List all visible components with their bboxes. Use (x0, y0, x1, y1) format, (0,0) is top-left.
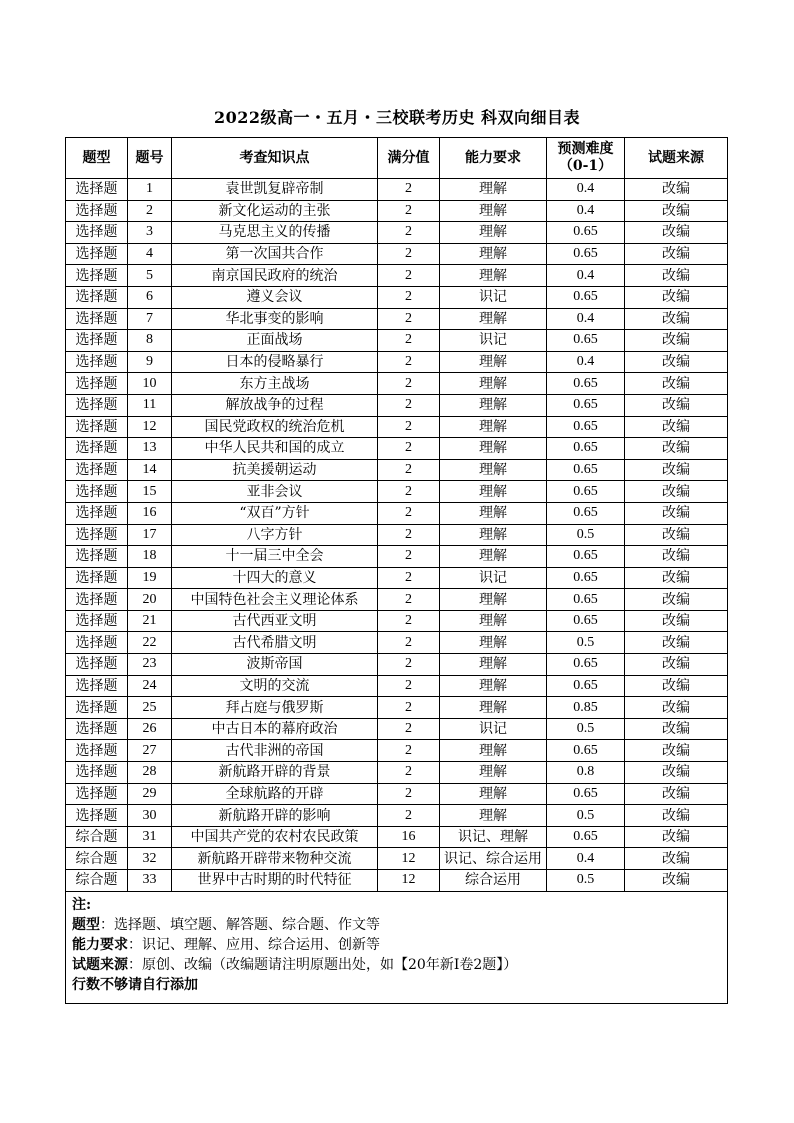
notes-cell (66, 891, 728, 1003)
cell-score: 2 (378, 783, 440, 805)
cell-type: 选择题 (66, 697, 128, 719)
cell-number: 22 (128, 632, 172, 654)
cell-type: 选择题 (66, 265, 128, 287)
cell-type: 选择题 (66, 718, 128, 740)
cell-type: 选择题 (66, 546, 128, 568)
cell-number: 31 (128, 826, 172, 848)
cell-ability: 理解 (440, 805, 547, 827)
table-row (66, 416, 728, 438)
cell-ability: 识记、综合运用 (440, 848, 547, 870)
table-row (66, 567, 728, 589)
table-row (66, 610, 728, 632)
cell-difficulty: 0.4 (547, 265, 625, 287)
cell-score: 2 (378, 308, 440, 330)
cell-score: 2 (378, 740, 440, 762)
cell-difficulty: 0.85 (547, 697, 625, 719)
cell-type: 选择题 (66, 481, 128, 503)
cell-number: 6 (128, 286, 172, 308)
cell-number: 30 (128, 805, 172, 827)
cell-difficulty: 0.65 (547, 589, 625, 611)
cell-score: 2 (378, 524, 440, 546)
cell-score: 2 (378, 589, 440, 611)
cell-difficulty: 0.65 (547, 394, 625, 416)
cell-knowledge: 正面战场 (172, 330, 378, 352)
cell-source: 改编 (625, 783, 728, 805)
cell-type: 选择题 (66, 438, 128, 460)
cell-source: 改编 (625, 373, 728, 395)
cell-knowledge: 遵义会议 (172, 286, 378, 308)
cell-number: 11 (128, 394, 172, 416)
cell-number: 10 (128, 373, 172, 395)
cell-difficulty: 0.5 (547, 524, 625, 546)
cell-ability: 理解 (440, 610, 547, 632)
cell-source: 改编 (625, 718, 728, 740)
cell-ability: 理解 (440, 502, 547, 524)
cell-type: 选择题 (66, 351, 128, 373)
cell-type: 选择题 (66, 610, 128, 632)
cell-type: 选择题 (66, 416, 128, 438)
cell-ability: 识记 (440, 718, 547, 740)
cell-knowledge: 八字方针 (172, 524, 378, 546)
cell-type: 选择题 (66, 762, 128, 784)
cell-type: 选择题 (66, 783, 128, 805)
cell-knowledge: 新航路开辟带来物种交流 (172, 848, 378, 870)
cell-score: 2 (378, 330, 440, 352)
table-row (66, 222, 728, 244)
note-type-text: ：选择题、填空题、解答题、综合题、作文等 (100, 916, 380, 933)
cell-number: 24 (128, 675, 172, 697)
cell-score: 2 (378, 416, 440, 438)
table-row (66, 330, 728, 352)
table-row (66, 589, 728, 611)
cell-source: 改编 (625, 502, 728, 524)
cell-score: 2 (378, 179, 440, 201)
cell-source: 改编 (625, 632, 728, 654)
cell-difficulty: 0.65 (547, 783, 625, 805)
cell-source: 改编 (625, 524, 728, 546)
cell-difficulty: 0.4 (547, 848, 625, 870)
cell-type: 选择题 (66, 740, 128, 762)
cell-knowledge: 十四大的意义 (172, 567, 378, 589)
cell-number: 32 (128, 848, 172, 870)
cell-knowledge: 解放战争的过程 (172, 394, 378, 416)
cell-knowledge: 中国特色社会主义理论体系 (172, 589, 378, 611)
cell-score: 12 (378, 870, 440, 892)
cell-source: 改编 (625, 762, 728, 784)
header-difficulty (547, 138, 625, 179)
cell-knowledge: 亚非会议 (172, 481, 378, 503)
cell-difficulty: 0.65 (547, 481, 625, 503)
note-type-label: 题型 (72, 916, 100, 933)
header-difficulty-line1: 预测难度 (557, 141, 614, 157)
cell-difficulty: 0.65 (547, 459, 625, 481)
cell-ability: 理解 (440, 762, 547, 784)
cell-knowledge: 波斯帝国 (172, 654, 378, 676)
cell-ability: 理解 (440, 783, 547, 805)
table-row (66, 502, 728, 524)
cell-type: 选择题 (66, 654, 128, 676)
cell-source: 改编 (625, 330, 728, 352)
table-row (66, 394, 728, 416)
cell-source: 改编 (625, 610, 728, 632)
cell-difficulty: 0.4 (547, 200, 625, 222)
cell-knowledge: 日本的侵略暴行 (172, 351, 378, 373)
cell-number: 7 (128, 308, 172, 330)
cell-type: 选择题 (66, 308, 128, 330)
cell-knowledge: 古代非洲的帝国 (172, 740, 378, 762)
table-row (66, 826, 728, 848)
cell-number: 25 (128, 697, 172, 719)
cell-source: 改编 (625, 481, 728, 503)
table-row (66, 308, 728, 330)
cell-source: 改编 (625, 675, 728, 697)
cell-score: 2 (378, 286, 440, 308)
cell-difficulty: 0.65 (547, 222, 625, 244)
cell-ability: 理解 (440, 740, 547, 762)
table-row (66, 870, 728, 892)
table-row (66, 179, 728, 201)
table-row (66, 697, 728, 719)
cell-ability: 理解 (440, 243, 547, 265)
cell-difficulty: 0.65 (547, 654, 625, 676)
cell-knowledge: 中古日本的幕府政治 (172, 718, 378, 740)
cell-source: 改编 (625, 805, 728, 827)
cell-ability: 理解 (440, 416, 547, 438)
cell-type: 选择题 (66, 524, 128, 546)
cell-number: 13 (128, 438, 172, 460)
header-ability: 能力要求 (440, 138, 547, 179)
cell-source: 改编 (625, 826, 728, 848)
cell-ability: 综合运用 (440, 870, 547, 892)
note-source (72, 955, 721, 975)
cell-type: 选择题 (66, 200, 128, 222)
cell-source: 改编 (625, 697, 728, 719)
cell-type: 选择题 (66, 632, 128, 654)
cell-ability: 理解 (440, 546, 547, 568)
note-source-label: 试题来源 (72, 956, 128, 973)
cell-ability: 理解 (440, 200, 547, 222)
cell-score: 2 (378, 481, 440, 503)
cell-source: 改编 (625, 179, 728, 201)
table-row (66, 459, 728, 481)
cell-score: 2 (378, 351, 440, 373)
cell-difficulty: 0.5 (547, 805, 625, 827)
cell-difficulty: 0.65 (547, 567, 625, 589)
cell-number: 5 (128, 265, 172, 287)
header-row (66, 138, 728, 179)
cell-score: 2 (378, 567, 440, 589)
cell-difficulty: 0.65 (547, 502, 625, 524)
cell-ability: 识记 (440, 286, 547, 308)
header-type: 题型 (66, 138, 128, 179)
header-source: 试题来源 (625, 138, 728, 179)
cell-score: 2 (378, 200, 440, 222)
cell-source: 改编 (625, 459, 728, 481)
cell-number: 15 (128, 481, 172, 503)
cell-ability: 理解 (440, 459, 547, 481)
cell-source: 改编 (625, 848, 728, 870)
cell-difficulty: 0.4 (547, 308, 625, 330)
cell-ability: 理解 (440, 524, 547, 546)
cell-difficulty: 0.65 (547, 286, 625, 308)
header-number: 题号 (128, 138, 172, 179)
cell-source: 改编 (625, 243, 728, 265)
table-row (66, 632, 728, 654)
cell-score: 2 (378, 265, 440, 287)
cell-source: 改编 (625, 416, 728, 438)
cell-knowledge: 第一次国共合作 (172, 243, 378, 265)
table-row (66, 718, 728, 740)
cell-ability: 理解 (440, 632, 547, 654)
cell-knowledge: 东方主战场 (172, 373, 378, 395)
table-row (66, 524, 728, 546)
cell-source: 改编 (625, 546, 728, 568)
cell-knowledge: 古代希腊文明 (172, 632, 378, 654)
header-knowledge: 考查知识点 (172, 138, 378, 179)
cell-number: 20 (128, 589, 172, 611)
cell-knowledge: 十一届三中全会 (172, 546, 378, 568)
cell-knowledge: 中国共产党的农村农民政策 (172, 826, 378, 848)
table-row (66, 783, 728, 805)
cell-knowledge: 拜占庭与俄罗斯 (172, 697, 378, 719)
note-source-text: ：原创、改编（改编题请注明原题出处，如【20年新Ⅰ卷2题】） (128, 956, 518, 973)
table-row (66, 243, 728, 265)
cell-knowledge: 新航路开辟的背景 (172, 762, 378, 784)
cell-number: 26 (128, 718, 172, 740)
cell-type: 选择题 (66, 459, 128, 481)
cell-number: 27 (128, 740, 172, 762)
table-row (66, 265, 728, 287)
cell-score: 2 (378, 610, 440, 632)
cell-source: 改编 (625, 265, 728, 287)
cell-ability: 理解 (440, 394, 547, 416)
cell-difficulty: 0.65 (547, 675, 625, 697)
table-row (66, 848, 728, 870)
table-row (66, 654, 728, 676)
cell-score: 2 (378, 675, 440, 697)
cell-number: 14 (128, 459, 172, 481)
table-row (66, 351, 728, 373)
cell-score: 2 (378, 762, 440, 784)
cell-knowledge: 文明的交流 (172, 675, 378, 697)
cell-difficulty: 0.65 (547, 610, 625, 632)
notes-heading: 注: (72, 896, 92, 913)
cell-score: 2 (378, 502, 440, 524)
cell-difficulty: 0.4 (547, 179, 625, 201)
cell-number: 1 (128, 179, 172, 201)
cell-number: 4 (128, 243, 172, 265)
cell-knowledge: 马克思主义的传播 (172, 222, 378, 244)
cell-score: 2 (378, 373, 440, 395)
cell-source: 改编 (625, 351, 728, 373)
cell-number: 19 (128, 567, 172, 589)
table-row (66, 438, 728, 460)
cell-knowledge: “双百”方针 (172, 502, 378, 524)
cell-number: 2 (128, 200, 172, 222)
cell-score: 12 (378, 848, 440, 870)
cell-type: 选择题 (66, 805, 128, 827)
cell-difficulty: 0.65 (547, 416, 625, 438)
cell-ability: 理解 (440, 179, 547, 201)
table-row (66, 740, 728, 762)
cell-ability: 理解 (440, 481, 547, 503)
cell-knowledge: 华北事变的影响 (172, 308, 378, 330)
cell-ability: 理解 (440, 438, 547, 460)
notes-row (66, 891, 728, 1003)
cell-score: 2 (378, 546, 440, 568)
cell-difficulty: 0.4 (547, 351, 625, 373)
cell-type: 综合题 (66, 826, 128, 848)
cell-knowledge: 国民党政权的统治危机 (172, 416, 378, 438)
page-title: 2022级高一・五月・三校联考历史 科双向细目表 (213, 108, 581, 127)
note-ability (72, 935, 721, 955)
notes-footer: 行数不够请自行添加 (72, 976, 198, 993)
cell-number: 18 (128, 546, 172, 568)
cell-ability: 理解 (440, 675, 547, 697)
cell-difficulty: 0.65 (547, 330, 625, 352)
cell-difficulty: 0.5 (547, 632, 625, 654)
cell-number: 17 (128, 524, 172, 546)
cell-number: 9 (128, 351, 172, 373)
cell-number: 23 (128, 654, 172, 676)
cell-ability: 理解 (440, 351, 547, 373)
cell-difficulty: 0.8 (547, 762, 625, 784)
table-row (66, 286, 728, 308)
cell-score: 2 (378, 805, 440, 827)
cell-number: 16 (128, 502, 172, 524)
cell-difficulty: 0.65 (547, 740, 625, 762)
cell-difficulty: 0.65 (547, 546, 625, 568)
cell-knowledge: 世界中古时期的时代特征 (172, 870, 378, 892)
table-row (66, 481, 728, 503)
table-row (66, 805, 728, 827)
cell-number: 29 (128, 783, 172, 805)
cell-type: 选择题 (66, 589, 128, 611)
cell-ability: 识记、理解 (440, 826, 547, 848)
cell-difficulty: 0.5 (547, 870, 625, 892)
cell-difficulty: 0.65 (547, 243, 625, 265)
cell-number: 21 (128, 610, 172, 632)
cell-score: 2 (378, 394, 440, 416)
cell-type: 选择题 (66, 394, 128, 416)
cell-knowledge: 南京国民政府的统治 (172, 265, 378, 287)
cell-source: 改编 (625, 200, 728, 222)
cell-ability: 理解 (440, 373, 547, 395)
cell-source: 改编 (625, 308, 728, 330)
cell-number: 3 (128, 222, 172, 244)
cell-score: 2 (378, 654, 440, 676)
cell-score: 2 (378, 222, 440, 244)
cell-difficulty: 0.5 (547, 718, 625, 740)
cell-source: 改编 (625, 740, 728, 762)
cell-score: 2 (378, 438, 440, 460)
header-difficulty-line2: （0-1） (558, 158, 613, 174)
cell-knowledge: 古代西亚文明 (172, 610, 378, 632)
detail-table (65, 137, 728, 1004)
cell-knowledge: 中华人民共和国的成立 (172, 438, 378, 460)
table-row (66, 373, 728, 395)
note-ability-label: 能力要求 (72, 936, 128, 953)
cell-ability: 理解 (440, 697, 547, 719)
cell-difficulty: 0.65 (547, 438, 625, 460)
cell-knowledge: 新文化运动的主张 (172, 200, 378, 222)
cell-source: 改编 (625, 394, 728, 416)
cell-score: 2 (378, 632, 440, 654)
cell-difficulty: 0.65 (547, 373, 625, 395)
cell-ability: 理解 (440, 265, 547, 287)
cell-type: 综合题 (66, 848, 128, 870)
cell-ability: 理解 (440, 222, 547, 244)
cell-source: 改编 (625, 567, 728, 589)
cell-type: 选择题 (66, 286, 128, 308)
cell-source: 改编 (625, 286, 728, 308)
cell-score: 2 (378, 718, 440, 740)
table-body (66, 179, 728, 892)
cell-knowledge: 袁世凯复辟帝制 (172, 179, 378, 201)
cell-type: 选择题 (66, 222, 128, 244)
note-ability-text: ：识记、理解、应用、综合运用、创新等 (128, 936, 380, 953)
cell-source: 改编 (625, 438, 728, 460)
cell-ability: 理解 (440, 308, 547, 330)
cell-number: 8 (128, 330, 172, 352)
cell-ability: 识记 (440, 567, 547, 589)
table-row (66, 762, 728, 784)
cell-score: 16 (378, 826, 440, 848)
cell-number: 33 (128, 870, 172, 892)
cell-number: 12 (128, 416, 172, 438)
cell-ability: 理解 (440, 589, 547, 611)
cell-ability: 识记 (440, 330, 547, 352)
table-row (66, 200, 728, 222)
cell-difficulty: 0.65 (547, 826, 625, 848)
header-score: 满分值 (378, 138, 440, 179)
cell-type: 选择题 (66, 675, 128, 697)
note-type (72, 915, 721, 935)
cell-knowledge: 新航路开辟的影响 (172, 805, 378, 827)
cell-type: 选择题 (66, 373, 128, 395)
table-row (66, 675, 728, 697)
cell-source: 改编 (625, 870, 728, 892)
cell-score: 2 (378, 243, 440, 265)
cell-knowledge: 抗美援朝运动 (172, 459, 378, 481)
cell-type: 选择题 (66, 502, 128, 524)
cell-type: 选择题 (66, 567, 128, 589)
cell-score: 2 (378, 697, 440, 719)
cell-type: 选择题 (66, 330, 128, 352)
cell-source: 改编 (625, 654, 728, 676)
cell-knowledge: 全球航路的开辟 (172, 783, 378, 805)
cell-score: 2 (378, 459, 440, 481)
cell-ability: 理解 (440, 654, 547, 676)
cell-type: 综合题 (66, 870, 128, 892)
table-row (66, 546, 728, 568)
cell-source: 改编 (625, 222, 728, 244)
cell-type: 选择题 (66, 243, 128, 265)
cell-type: 选择题 (66, 179, 128, 201)
cell-source: 改编 (625, 589, 728, 611)
cell-number: 28 (128, 762, 172, 784)
